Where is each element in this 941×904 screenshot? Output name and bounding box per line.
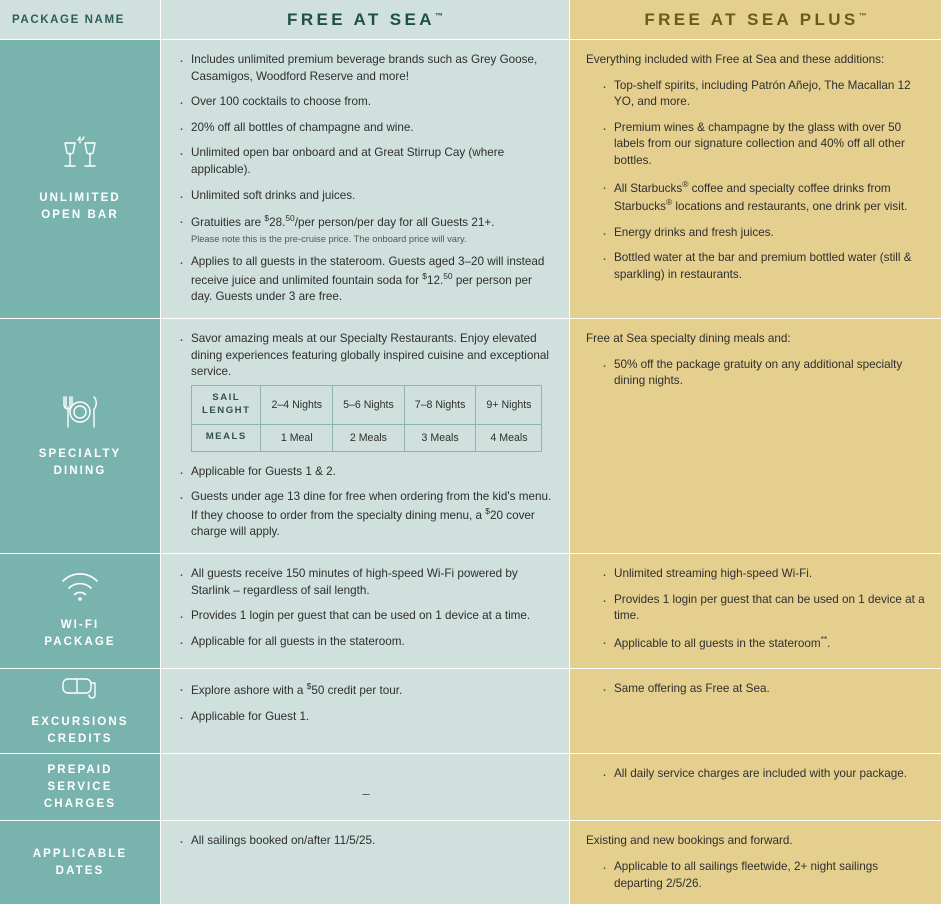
free-at-sea-title-text: FREE AT SEA	[287, 9, 435, 29]
sail-length-cell: 5–6 Nights	[333, 385, 405, 424]
table-row	[0, 40, 941, 319]
fork-plate-knife-icon	[58, 393, 102, 436]
trademark-symbol-plus: ™	[858, 10, 867, 20]
row-label-line2: PACKAGE	[44, 635, 116, 648]
list-item	[177, 464, 555, 481]
table-row	[0, 669, 941, 754]
cell-free-at-sea-plus-unlimited-open-bar	[570, 40, 941, 319]
bullet-list	[600, 766, 927, 783]
cell-free-at-sea-excursions	[161, 669, 570, 754]
header-free-at-sea-cell	[161, 0, 570, 40]
sail-length-header-line2: LENGHT	[202, 404, 251, 416]
list-item	[600, 78, 927, 111]
bullet-list	[600, 357, 927, 390]
list-item-text: Energy drinks and fresh juices.	[614, 225, 774, 239]
row-label-unlimited-open-bar	[0, 40, 161, 319]
table-row	[0, 319, 941, 554]
list-item	[177, 145, 555, 178]
list-item	[600, 634, 927, 653]
row-label-line2: DATES	[55, 864, 105, 877]
meals-cell: 4 Meals	[476, 424, 542, 451]
list-item	[600, 681, 927, 698]
table-row	[192, 385, 542, 424]
list-item-text: Bottled water at the bar and premium bottled water (still & sparkling) in restaurants.	[614, 251, 912, 281]
free-at-sea-title	[287, 10, 443, 30]
list-item	[177, 331, 555, 381]
row-label-line2: DINING	[53, 464, 107, 477]
list-item-text: Unlimited streaming high-speed Wi-Fi.	[614, 567, 813, 581]
table-header-row	[0, 0, 941, 40]
row-label-line2: OPEN BAR	[41, 208, 119, 221]
list-item-text: Same offering as Free at Sea.	[614, 682, 770, 696]
row-label-line1: EXCURSIONS	[31, 716, 129, 729]
row-label-text	[33, 846, 127, 879]
empty-dash: –	[362, 786, 370, 802]
bullet-list	[177, 833, 555, 850]
cell-free-at-sea-plus-specialty-dining	[570, 319, 941, 554]
list-item-text: Over 100 cocktails to choose from.	[191, 95, 371, 109]
wifi-icon	[59, 572, 101, 607]
list-item-text: All sailings booked on/after 11/5/25.	[191, 834, 376, 848]
table-row	[0, 754, 941, 821]
cell-free-at-sea-plus-applicable-dates	[570, 821, 941, 904]
list-item-text: Provides 1 login per guest that can be used on 1 device at a time.	[191, 609, 531, 623]
row-label-line3: CHARGES	[43, 797, 117, 810]
row-label-text	[44, 762, 116, 812]
list-item	[600, 859, 927, 892]
cell-free-at-sea-plus-prepaid	[570, 754, 941, 821]
list-item-fineprint: Please note this is the pre-cruise price. The onboard price will vary.	[191, 233, 467, 244]
sail-length-cell: 2–4 Nights	[261, 385, 333, 424]
list-item-text: All daily service charges are included with your package.	[614, 767, 907, 781]
row-label-text	[44, 617, 115, 650]
row-label-line2: SERVICE	[47, 781, 113, 794]
header-free-at-sea-plus-cell	[570, 0, 941, 40]
list-item-text: Gratuities are $28.50/per person/per day for all Guests 21+.	[191, 213, 495, 230]
free-at-sea-plus-title	[644, 10, 866, 30]
list-item	[600, 592, 927, 625]
list-item-text: Unlimited soft drinks and juices.	[191, 188, 356, 202]
row-label-wifi-package	[0, 554, 161, 669]
list-item	[600, 120, 927, 170]
cell-free-at-sea-plus-wifi	[570, 554, 941, 669]
sail-length-header-line1: SAIL	[212, 391, 241, 403]
list-item-text: All Starbucks® coffee and specialty coffee drinks from Starbucks® locations and restaurants, one drink per visit.	[614, 178, 908, 214]
row-label-text	[39, 190, 121, 223]
list-item-text: Premium wines & champagne by the glass with over 50 labels from our signature collection and 40% off all other bottles.	[614, 120, 905, 168]
list-item-text: Applicable for Guest 1.	[191, 709, 310, 723]
row-label-line1: APPLICABLE	[32, 848, 128, 861]
bullet-list	[600, 681, 927, 698]
cell-free-at-sea-unlimited-open-bar	[161, 40, 570, 319]
list-item-text: Unlimited open bar onboard and at Great Stirrup Cay (where applicable).	[191, 146, 505, 177]
cell-free-at-sea-specialty-dining	[161, 319, 570, 554]
bullet-list	[177, 681, 555, 725]
meals-cell: 1 Meal	[261, 424, 333, 451]
row-label-text	[31, 714, 128, 747]
list-item-text: All guests receive 150 minutes of high-speed Wi-Fi powered by Starlink – regardless of sail length.	[191, 567, 518, 597]
cell-intro-text: Existing and new bookings and forward.	[586, 834, 793, 848]
free-at-sea-plus-title-text: FREE AT SEA PLUS	[644, 9, 859, 29]
row-label-prepaid-service-charges	[0, 754, 161, 821]
list-item-text: Applies to all guests in the stateroom. Guests aged 3–20 will instead receive juice and unlimited fountain soda for $12.50 per person per day. Guests under 3 are free.	[191, 255, 545, 304]
row-label-line1: PREPAID	[47, 764, 113, 777]
list-item	[600, 225, 927, 242]
meals-header: MEALS	[192, 424, 261, 451]
list-item-text: Explore ashore with a $50 credit per tour.	[191, 681, 403, 697]
list-item	[177, 566, 555, 599]
row-label-line1: UNLIMITED	[39, 191, 121, 204]
package-name-label: PACKAGE NAME	[12, 13, 125, 26]
bullet-list	[177, 566, 555, 650]
list-item	[600, 357, 927, 390]
list-item	[177, 833, 555, 850]
table-row	[0, 821, 941, 904]
bullet-list	[600, 566, 927, 652]
cell-free-at-sea-wifi	[161, 554, 570, 669]
meals-cell: 3 Meals	[404, 424, 476, 451]
row-label-text	[39, 446, 122, 479]
cell-free-at-sea-applicable-dates	[161, 821, 570, 904]
row-label-line2: CREDITS	[47, 732, 113, 745]
table-row	[0, 554, 941, 669]
cell-free-at-sea-prepaid	[161, 754, 570, 821]
bullet-list	[600, 78, 927, 284]
list-item-text: Provides 1 login per guest that can be used on 1 device at a time.	[614, 592, 925, 623]
row-label-specialty-dining	[0, 319, 161, 554]
list-item-text: Savor amazing meals at our Specialty Restaurants. Enjoy elevated dining experiences featuring globally inspired cuisine and exceptional service.	[191, 332, 549, 379]
snorkel-mask-icon	[57, 675, 103, 706]
list-item-text: Applicable for all guests in the stateroom.	[191, 634, 405, 648]
list-item	[177, 709, 555, 726]
bullet-list-top	[177, 331, 555, 381]
list-item	[600, 766, 927, 783]
list-item-text: Applicable to all guests in the stateroom**.	[614, 633, 831, 650]
list-item	[177, 634, 555, 651]
row-label-line1: WI-FI	[60, 618, 100, 631]
list-item	[600, 566, 927, 583]
list-item	[600, 250, 927, 283]
table-row	[192, 424, 542, 451]
list-item	[177, 213, 555, 245]
sail-length-cell: 9+ Nights	[476, 385, 542, 424]
cell-intro-text: Free at Sea specialty dining meals and:	[586, 332, 791, 346]
list-item	[177, 94, 555, 111]
sail-length-meals-table	[191, 385, 542, 452]
list-item	[177, 188, 555, 205]
list-item-text: Applicable for Guests 1 & 2.	[191, 464, 336, 478]
list-item-text: Applicable to all sailings fleetwide, 2+ night sailings departing 2/5/26.	[614, 860, 879, 890]
cell-intro-text: Everything included with Free at Sea and these additions:	[586, 53, 885, 66]
meals-cell: 2 Meals	[333, 424, 405, 451]
sail-length-cell: 7–8 Nights	[404, 385, 476, 424]
list-item-text: Includes unlimited premium beverage brands such as Grey Goose, Casamigos, Woodford Reserve and more!	[191, 53, 538, 83]
cheers-glasses-icon	[57, 135, 103, 180]
header-package-name-cell	[0, 0, 161, 40]
bullet-list-bottom	[177, 464, 555, 541]
sail-length-header	[192, 385, 261, 424]
list-item-text: Top-shelf spirits, including Patrón Añejo, The Macallan 12 YO, and more.	[614, 78, 911, 109]
list-item-text: Guests under age 13 dine for free when ordering from the kid's menu. If they choose to order from the specialty dining menu, a $20 cover charge will apply.	[191, 490, 552, 539]
list-item-text: 20% off all bottles of champagne and wine.	[191, 120, 414, 134]
list-item	[177, 489, 555, 541]
bullet-list	[600, 859, 927, 892]
row-label-applicable-dates	[0, 821, 161, 904]
trademark-symbol: ™	[434, 10, 443, 20]
cell-free-at-sea-plus-excursions	[570, 669, 941, 754]
row-label-excursions-credits	[0, 669, 161, 754]
list-item	[600, 179, 927, 216]
bullet-list	[177, 52, 555, 306]
row-label-line1: SPECIALTY	[38, 447, 122, 460]
list-item	[177, 608, 555, 625]
list-item	[177, 52, 555, 85]
list-item	[177, 681, 555, 700]
list-item	[177, 120, 555, 137]
list-item	[177, 254, 555, 306]
list-item-text: 50% off the package gratuity on any additional specialty dining nights.	[614, 357, 903, 388]
